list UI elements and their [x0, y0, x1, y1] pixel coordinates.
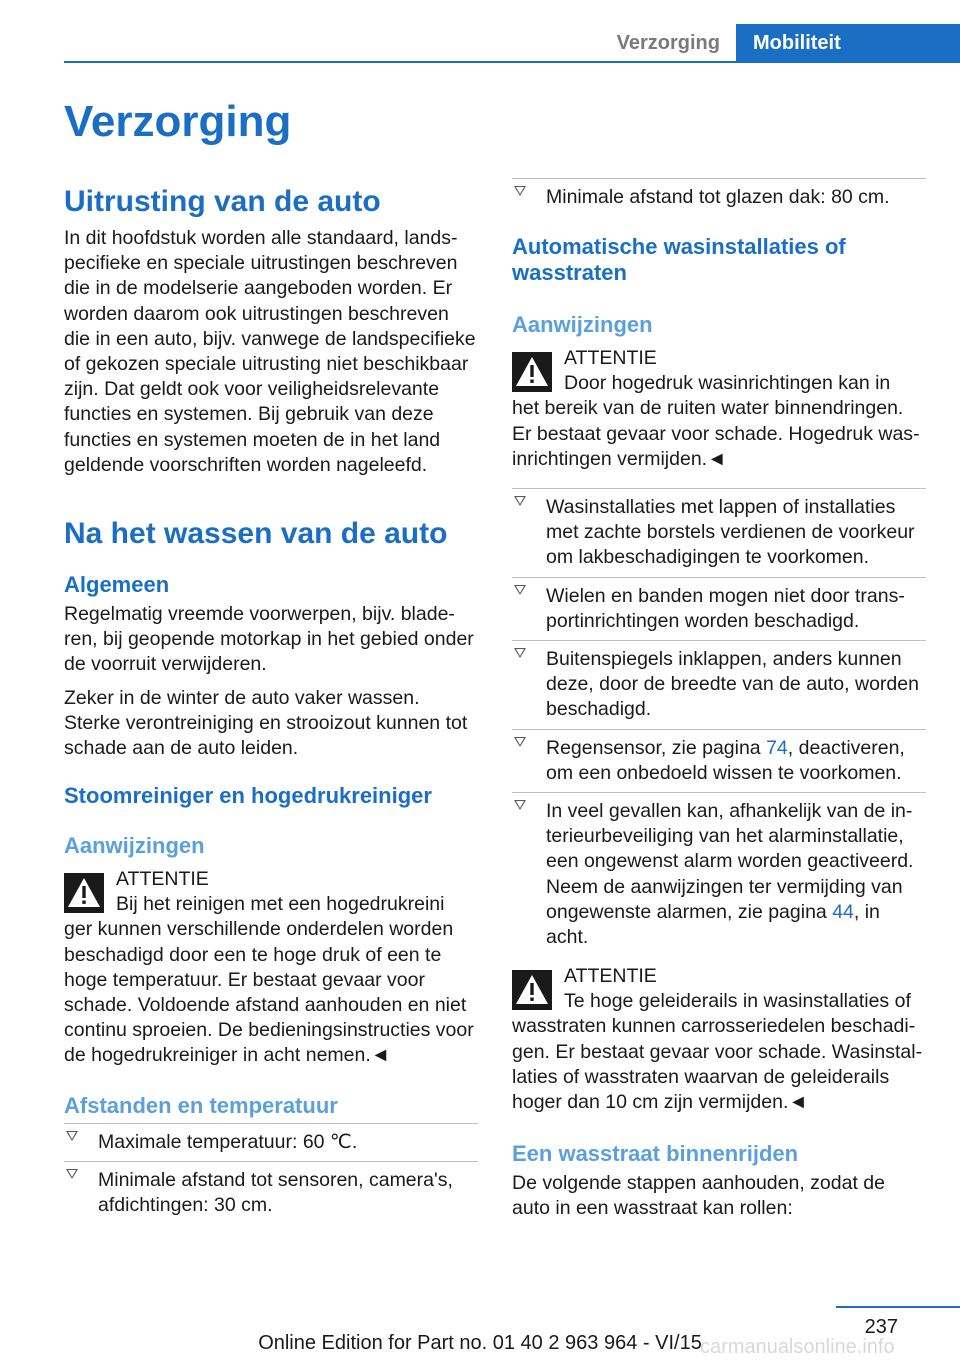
top-list — [512, 178, 926, 216]
warning-lead: Bij het reinigen met een hogedrukreini — [116, 893, 445, 916]
warning-text: wasstraten kunnen carrosseriedelen beschadigen. Er bestaat gevaar voor schade. Wasinstallaties of wasstraten waarvan de geleiderails hoger dan 10 cm zijn vermijden.◄ — [512, 1015, 923, 1114]
car-wash-list — [512, 488, 926, 956]
header-section-label: Verzorging — [616, 32, 720, 54]
list-item: Wielen en banden mogen niet door transportinrichtingen worden beschadigd. — [512, 577, 926, 640]
right-column — [512, 178, 926, 1222]
warning-block-guide-rails — [512, 964, 926, 1115]
warning-block-steam — [64, 867, 478, 1068]
bullet-triangle-icon — [514, 737, 526, 747]
list-item: Regensensor, zie pagina 74, deactiveren, om een onbedoeld wissen te voorkomen. — [512, 729, 926, 792]
list-item: Buitenspiegels inklappen, anders kunnen deze, door de breedte van de auto, worden beschadigd. — [512, 640, 926, 729]
page-number: 237 — [864, 1316, 898, 1338]
warning-triangle-icon — [64, 873, 104, 913]
heading-equipment: Uitrusting van de auto — [64, 185, 381, 218]
warning-triangle-icon — [512, 352, 552, 392]
paragraph-equipment: In dit hoofdstuk worden alle standaard, landspecifieke en speciale uitrustingen beschreven die in de modelserie aangeboden worden. Er worden daarom ook uitrustingen beschreven die in een auto, bijv. vanwege de landspecifieke of gekozen speciale uitrusting niet beschikbaar zijn. Dat geldt ook voor veiligheidsrelevante functies en systemen. Bij gebruik van deze functies en systemen moeten de in het land geldende voorschriften worden nageleefd. — [64, 227, 476, 476]
bullet-triangle-icon — [514, 648, 526, 658]
warning-lead: Te hoge geleiderails in wasinstallaties of — [564, 990, 911, 1013]
bullet-triangle-icon — [514, 186, 526, 196]
page-link-74[interactable]: 74 — [766, 736, 788, 759]
heading-notes-right: Aanwijzingen — [512, 312, 653, 338]
bullet-triangle-icon — [514, 496, 526, 506]
left-column — [64, 178, 478, 1224]
page-link-44[interactable]: 44 — [832, 900, 854, 923]
warning-block-high-pressure — [512, 346, 926, 472]
heading-general: Algemeen — [64, 572, 170, 598]
header-rule — [64, 61, 960, 63]
heading-after-wash: Na het wassen van de auto — [64, 517, 448, 551]
bullet-triangle-icon — [66, 1169, 78, 1179]
warning-lead: Door hogedruk wasinrichtingen kan in — [564, 372, 891, 395]
heading-distances: Afstanden en temperatuur — [64, 1092, 338, 1118]
warning-title: ATTENTIE — [564, 965, 657, 988]
bullet-triangle-icon — [66, 1131, 78, 1141]
header-tab-mobiliteit: Mobiliteit — [736, 24, 960, 63]
list-item: Maximale temperatuur: 60 ℃. — [64, 1123, 478, 1161]
bullet-triangle-icon — [514, 800, 526, 810]
warning-triangle-icon — [512, 970, 552, 1010]
warning-title: ATTENTIE — [116, 868, 209, 891]
list-item: Minimale afstand tot sensoren, camera's, afdichtingen: 30 cm. — [64, 1161, 478, 1224]
paragraph-general-2: Zeker in de winter de auto vaker wassen. Sterke verontreiniging en strooizout kunnen tot schade aan de auto leiden. — [64, 686, 468, 760]
warning-text: het bereik van de ruiten water binnendringen. Er bestaat gevaar voor schade. Hogedruk wasinrichtingen vermijden.◄ — [512, 397, 920, 470]
paragraph-drive-in: De volgende stappen aanhouden, zodat de auto in een wasstraat kan rollen: — [512, 1172, 885, 1220]
warning-title: ATTENTIE — [564, 347, 657, 370]
distance-list — [64, 1123, 478, 1225]
heading-steam-cleaner: Stoomreiniger en hogedrukreiniger — [64, 783, 432, 809]
footer-rule — [836, 1306, 960, 1308]
list-item: Wasinstallaties met lappen of installaties met zachte borstels verdienen de voorkeur om lakbeschadigingen te voorkomen. — [512, 488, 926, 577]
bullet-triangle-icon — [514, 585, 526, 595]
page-title: Verzorging — [64, 97, 292, 146]
list-item: In veel gevallen kan, afhankelijk van de interieurbeveiliging van het alarminstallatie, een ongewenst alarm worden geactiveerd. Neem de aanwijzingen ter vermijding van ongewenste alarmen, zie pagina 44, in acht. — [512, 792, 926, 956]
edition-line: Online Edition for Part no. 01 40 2 963 964 - VI/15 — [258, 1332, 702, 1354]
heading-drive-in: Een wasstraat binnenrijden — [512, 1141, 799, 1167]
paragraph-general-1: Regelmatig vreemde voorwerpen, bijv. bladeren, bij geopende motorkap in het gebied onder de voorruit verwijderen. — [64, 603, 474, 676]
warning-text: ger kunnen verschillende onderdelen worden beschadigd door een te hoge druk of een te hoge temperatuur. Er bestaat gevaar voor schade. Voldoende afstand aanhouden en niet continu sproeien. De bedieningsinstructies voor de hogedrukreiniger in acht nemen.◄ — [64, 918, 474, 1067]
watermark: carmanualsonline.info — [700, 1336, 895, 1358]
heading-notes-left: Aanwijzingen — [64, 833, 205, 859]
heading-car-wash: Automatische wasinstallaties of wasstraten — [512, 234, 846, 286]
list-item: Minimale afstand tot glazen dak: 80 cm. — [512, 178, 926, 216]
